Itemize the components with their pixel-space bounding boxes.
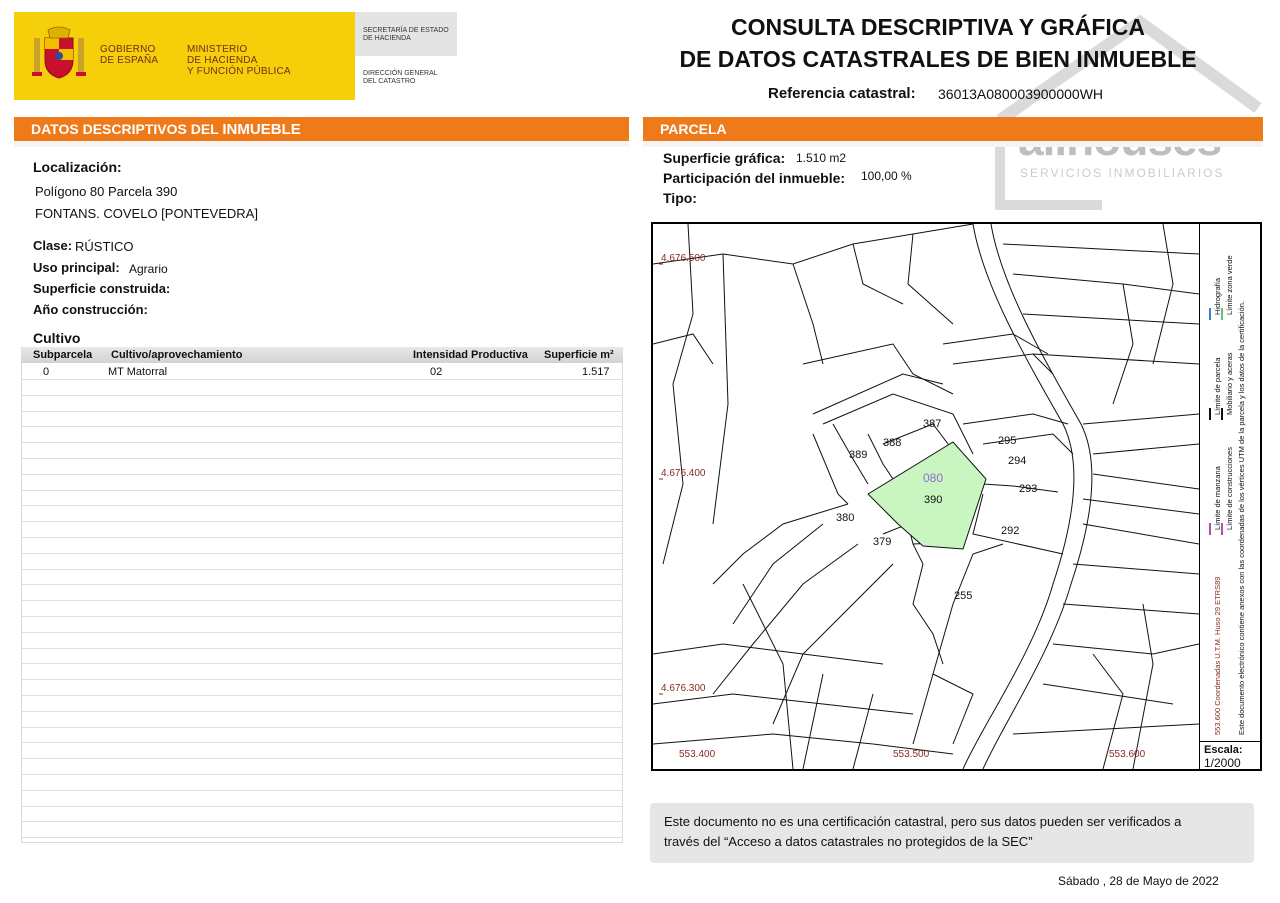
cell-subparcela: 0: [43, 366, 50, 378]
table-row-line: [22, 632, 622, 633]
legend-item-zona-verde: Límite zona verde: [1225, 255, 1234, 315]
table-row-line: [22, 711, 622, 712]
utm-note: 553.600 Coordenadas U.T.M. Huso 29 ETRS89: [1213, 576, 1222, 735]
scale-value: 1/2000: [1204, 756, 1241, 770]
legend-item-hidrografia: Hidrografía: [1213, 277, 1222, 315]
document-title-line2: DE DATOS CATASTRALES DE BIEN INMUEBLE: [679, 46, 1197, 72]
table-row-line: [22, 426, 622, 427]
header-subparcela: Subparcela: [33, 349, 93, 361]
document-date: Sábado , 28 de Mayo de 2022: [1058, 874, 1219, 888]
table-row-line: [22, 553, 622, 554]
table-row-line: [22, 442, 622, 443]
table-row-line: [22, 395, 622, 396]
clase-value: RÚSTICO: [75, 239, 134, 254]
legend-item-mobiliario: Mobiliario y aceras: [1225, 352, 1234, 415]
cell-intensidad: 02: [430, 366, 443, 378]
parcel-293: 293: [1019, 483, 1038, 495]
scale-separator: [1199, 741, 1260, 742]
ref-catastral-value: 36013A080003900000WH: [938, 86, 1104, 102]
superficie-grafica-value: 1.510 m2: [796, 151, 847, 165]
participacion-label: Participación del inmueble:: [663, 170, 846, 186]
table-row-line: [22, 584, 622, 585]
table-row-line: [22, 569, 622, 570]
y-coord-2: 4.676.400: [661, 468, 706, 479]
section-bar-parcela: PARCELA: [643, 117, 1263, 141]
x-coord-1: 553.400: [679, 749, 716, 760]
table-row-line: [22, 758, 622, 759]
table-row-line: [22, 695, 622, 696]
table-row-line: [22, 821, 622, 822]
localizacion-line1: Polígono 80 Parcela 390: [35, 184, 178, 199]
table-row-line: [22, 663, 622, 664]
uso-label: Uso principal:: [33, 260, 120, 275]
map-legend: [1200, 225, 1260, 740]
watermark-tagline: SERVICIOS INMOBILIARIOS: [1020, 166, 1225, 180]
section-title-prefix: DATOS DESCRIPTIVOS DEL: [31, 121, 223, 137]
scale-label: Escala:: [1204, 744, 1243, 756]
header-cultivo: Cultivo/aprovechamiento: [111, 349, 243, 361]
section-title-bold: INMUEBLE: [222, 121, 301, 138]
table-row-line: [22, 837, 622, 838]
legend-item-parcela: Límite de parcela: [1213, 357, 1222, 415]
table-row-line: [22, 490, 622, 491]
secretaria-label: SECRETARÍA DE ESTADO DE HACIENDA: [363, 27, 449, 42]
superficie-construida-label: Superficie construida:: [33, 281, 171, 296]
table-row-line: [22, 521, 622, 522]
ref-catastral-label: Referencia catastral:: [768, 85, 916, 102]
ministerio-label: MINISTERIO DE HACIENDA Y FUNCIÓN PÚBLICA: [187, 44, 291, 77]
section-bar-shadow: [14, 141, 629, 147]
table-row-line: [22, 411, 622, 412]
table-row-line: [22, 505, 622, 506]
table-row-line: [22, 790, 622, 791]
anio-construccion-label: Año construcción:: [33, 302, 148, 317]
participacion-value: 100,00 %: [861, 169, 912, 183]
legend-item-construcciones: Límite de construcciones: [1225, 447, 1234, 530]
parcel-387: 387: [923, 418, 942, 430]
document-title-line1: CONSULTA DESCRIPTIVA Y GRÁFICA: [730, 14, 1146, 40]
x-coord-3: 553.600: [1109, 749, 1146, 760]
table-row-line: [22, 806, 622, 807]
table-row-line: [22, 600, 622, 601]
legend-item-manzana: Límite de manzana: [1213, 466, 1222, 530]
table-row-line: [22, 379, 622, 380]
x-coord-2: 553.500: [893, 749, 930, 760]
direccion-label: DIRECCIÓN GENERAL DEL CATASTRO: [363, 70, 438, 85]
table-row-line: [22, 616, 622, 617]
y-coord-1: 4.676.500: [661, 253, 706, 264]
section-bar-descriptivos: [14, 117, 629, 141]
header-superficie: Superficie m²: [544, 349, 614, 361]
legend-note: Este documento electrónico contiene anexos con las coordenadas de los vértices UTM de la parcela y los datos de la certificación.: [1237, 301, 1246, 735]
parcel-388: 388: [883, 437, 902, 449]
clase-label: Clase:: [33, 238, 73, 253]
y-coord-3: 4.676.300: [661, 683, 706, 694]
parcel-294: 294: [1008, 455, 1027, 467]
parcel-389: 389: [849, 449, 868, 461]
parcel-lines: [653, 224, 1199, 769]
parcel-390: 390: [924, 494, 943, 506]
localizacion-line2: FONTANS. COVELO [PONTEVEDRA]: [35, 206, 258, 221]
coat-of-arms-icon: [28, 24, 90, 86]
table-row-line: [22, 458, 622, 459]
cell-superficie: 1.517: [582, 366, 610, 378]
verification-note: [650, 803, 1254, 863]
cultivo-title: Cultivo: [33, 330, 81, 346]
table-row-line: [22, 537, 622, 538]
parcel-295: 295: [998, 435, 1017, 447]
polygon-label: 080: [923, 471, 944, 485]
header-intensidad: Intensidad Productiva: [413, 349, 528, 361]
note-line1: Este documento no es una certificación catastral, pero sus datos pueden ser verificados a: [664, 814, 1182, 829]
table-row-line: [22, 774, 622, 775]
note-line2: través del “Acceso a datos catastrales no protegidos de la SEC”: [664, 834, 1033, 849]
table-row-line: [22, 648, 622, 649]
gobierno-label: GOBIERNO DE ESPAÑA: [100, 44, 159, 66]
parcel-380: 380: [836, 512, 855, 524]
parcel-255: 255: [954, 590, 973, 602]
table-row-line: [22, 474, 622, 475]
cell-cultivo: MT Matorral: [108, 366, 168, 378]
table-row-line: [22, 742, 622, 743]
parcel-379: 379: [873, 536, 892, 548]
cultivo-table: [21, 347, 623, 843]
table-row-line: [22, 679, 622, 680]
localizacion-label: Localización:: [33, 159, 122, 175]
section-bar-shadow-parcela: [643, 141, 1263, 147]
parcel-292: 292: [1001, 525, 1020, 537]
superficie-grafica-label: Superficie gráfica:: [663, 150, 786, 166]
table-row-line: [22, 727, 622, 728]
tipo-label: Tipo:: [663, 190, 697, 206]
uso-value: Agrario: [129, 262, 168, 276]
